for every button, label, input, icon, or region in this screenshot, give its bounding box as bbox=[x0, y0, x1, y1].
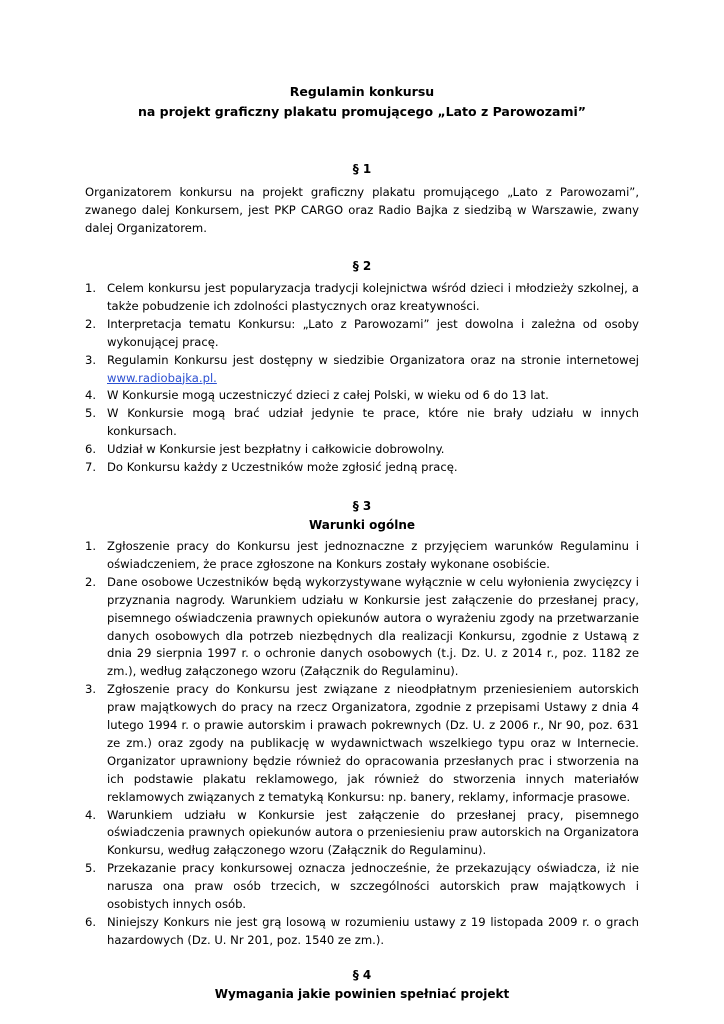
list-item: 4. W Konkursie mogą uczestniczyć dzieci z całej Polski, w wieku od 6 do 13 lat. bbox=[85, 388, 549, 403]
radiobajka-link[interactable]: www.radiobajka.pl. bbox=[107, 370, 217, 385]
section-3-heading: § 3 bbox=[352, 498, 372, 513]
title-line-2: na projekt graficzny plakatu promującego „Lato z Parowozami” bbox=[138, 104, 586, 119]
list-item: 7. Do Konkursu każdy z Uczestników może zgłosić jedną pracę. bbox=[85, 460, 458, 475]
list-item: 5. Przekazanie pracy konkursowej oznacza jednocześnie, że przekazujący oświadcza, iż nie narusza ona praw osób trzecich, w szczególności autorskich praw majątkowych i osobistych innych osób. bbox=[85, 861, 639, 912]
list-item: 3. Regulamin Konkursu jest dostępny w siedzibie Organizatora oraz na stronie internetowej www.radiobajka.pl. bbox=[85, 352, 639, 385]
document-title bbox=[85, 82, 639, 122]
list-item: 1. Celem konkursu jest popularyzacja tradycji kolejnictwa wśród dzieci i młodzieży szkolnej, a także pobudzenie ich zdolności plastycznych oraz kreatywności. bbox=[85, 281, 639, 313]
list-item: 6. Udział w Konkursie jest bezpłatny i całkowicie dobrowolny. bbox=[85, 442, 445, 457]
section-4-subtitle: Wymagania jakie powinien spełniać projekt bbox=[214, 986, 510, 1001]
section-4-heading: § 4 bbox=[352, 967, 372, 982]
section-2 bbox=[85, 257, 639, 477]
section-1-heading: § 1 bbox=[352, 162, 372, 176]
section-3-list bbox=[85, 538, 639, 950]
list-item: 2. Dane osobowe Uczestników będą wykorzystywane wyłącznie w celu wyłonienia zwycięzcy i przyznania nagrody. Warunkiem udziału w Konkursie jest załączenie do przesłanej pracy, pisemnego oświadczenia prawnych opiekunów autora o wyrażeniu zgody na przetwarzanie danych osobowych dla potrzeb niezbędnych dla realizacji Konkursu, zgodnie z Ustawą z dnia 29 sierpnia 1997 r. o ochronie danych osobowych (t.j. Dz. U. z 2014 r., poz. 1182 ze zm.), według załączonego wzoru (Załącznik do Regulaminu). bbox=[85, 574, 639, 679]
list-item: 4. Warunkiem udziału w Konkursie jest załączenie do przesłanej pracy, pisemnego oświadczenia prawnych opiekunów autora o przeniesieniu praw autorskich na Organizatora Konkursu, według załączonego wzoru (Załącznik do Regulaminu). bbox=[85, 807, 639, 858]
section-4 bbox=[85, 966, 639, 1003]
list-item: 1. Zgłoszenie pracy do Konkursu jest jednoznaczne z przyjęciem warunków Regulaminu i oświadczeniem, że prace zgłoszone na Konkurs zostały wykonane osobiście. bbox=[85, 538, 639, 571]
section-1 bbox=[85, 160, 639, 237]
section-3-subtitle: Warunki ogólne bbox=[308, 517, 416, 532]
list-item: 3. Zgłoszenie pracy do Konkursu jest związane z nieodpłatnym przeniesieniem autorskich praw majątkowych do pracy na rzecz Organizatora, zgodnie z przepisami Ustawy z dnia 4 lutego 1994 r. o prawie autorskim i prawach pokrewnych (Dz. U. z 2006 r., Nr 90, poz. 631 ze zm.) oraz zgody na publikację w wydawnictwach wszelkiego typu oraz w Internecie. Organizator uprawniony będzie również do opracowania przesłanych prac i stworzenia na ich podstawie plakatu reklamowego, jak również do stworzenia innych materiałów reklamowych związanych z tematyką Konkursu: np. banery, reklamy, informacje prasowe. bbox=[85, 682, 639, 804]
section-2-list bbox=[85, 280, 639, 477]
list-item: 5. W Konkursie mogą brać udział jedynie te prace, które nie brały udziału w innych konkursach. bbox=[85, 406, 639, 439]
list-item: 2. Interpretacja tematu Konkursu: „Lato z Parowozami” jest dowolna i zależna od osoby wykonującej pracę. bbox=[85, 316, 639, 349]
section-1-text: Organizatorem konkursu na projekt graficzny plakatu promującego „Lato z Parowozami”, zwanego dalej Konkursem, jest PKP CARGO oraz Radio Bajka z siedzibą w Warszawie, zwany dalej Organizatorem. bbox=[85, 185, 639, 235]
section-3 bbox=[85, 497, 639, 950]
title-line-1: Regulamin konkursu bbox=[289, 84, 435, 99]
section-2-heading: § 2 bbox=[352, 259, 372, 273]
list-item: 6. Niniejszy Konkurs nie jest grą losową w rozumieniu ustawy z 19 listopada 2009 r. o grach hazardowych (Dz. U. Nr 201, poz. 1540 ze zm.). bbox=[85, 915, 639, 947]
